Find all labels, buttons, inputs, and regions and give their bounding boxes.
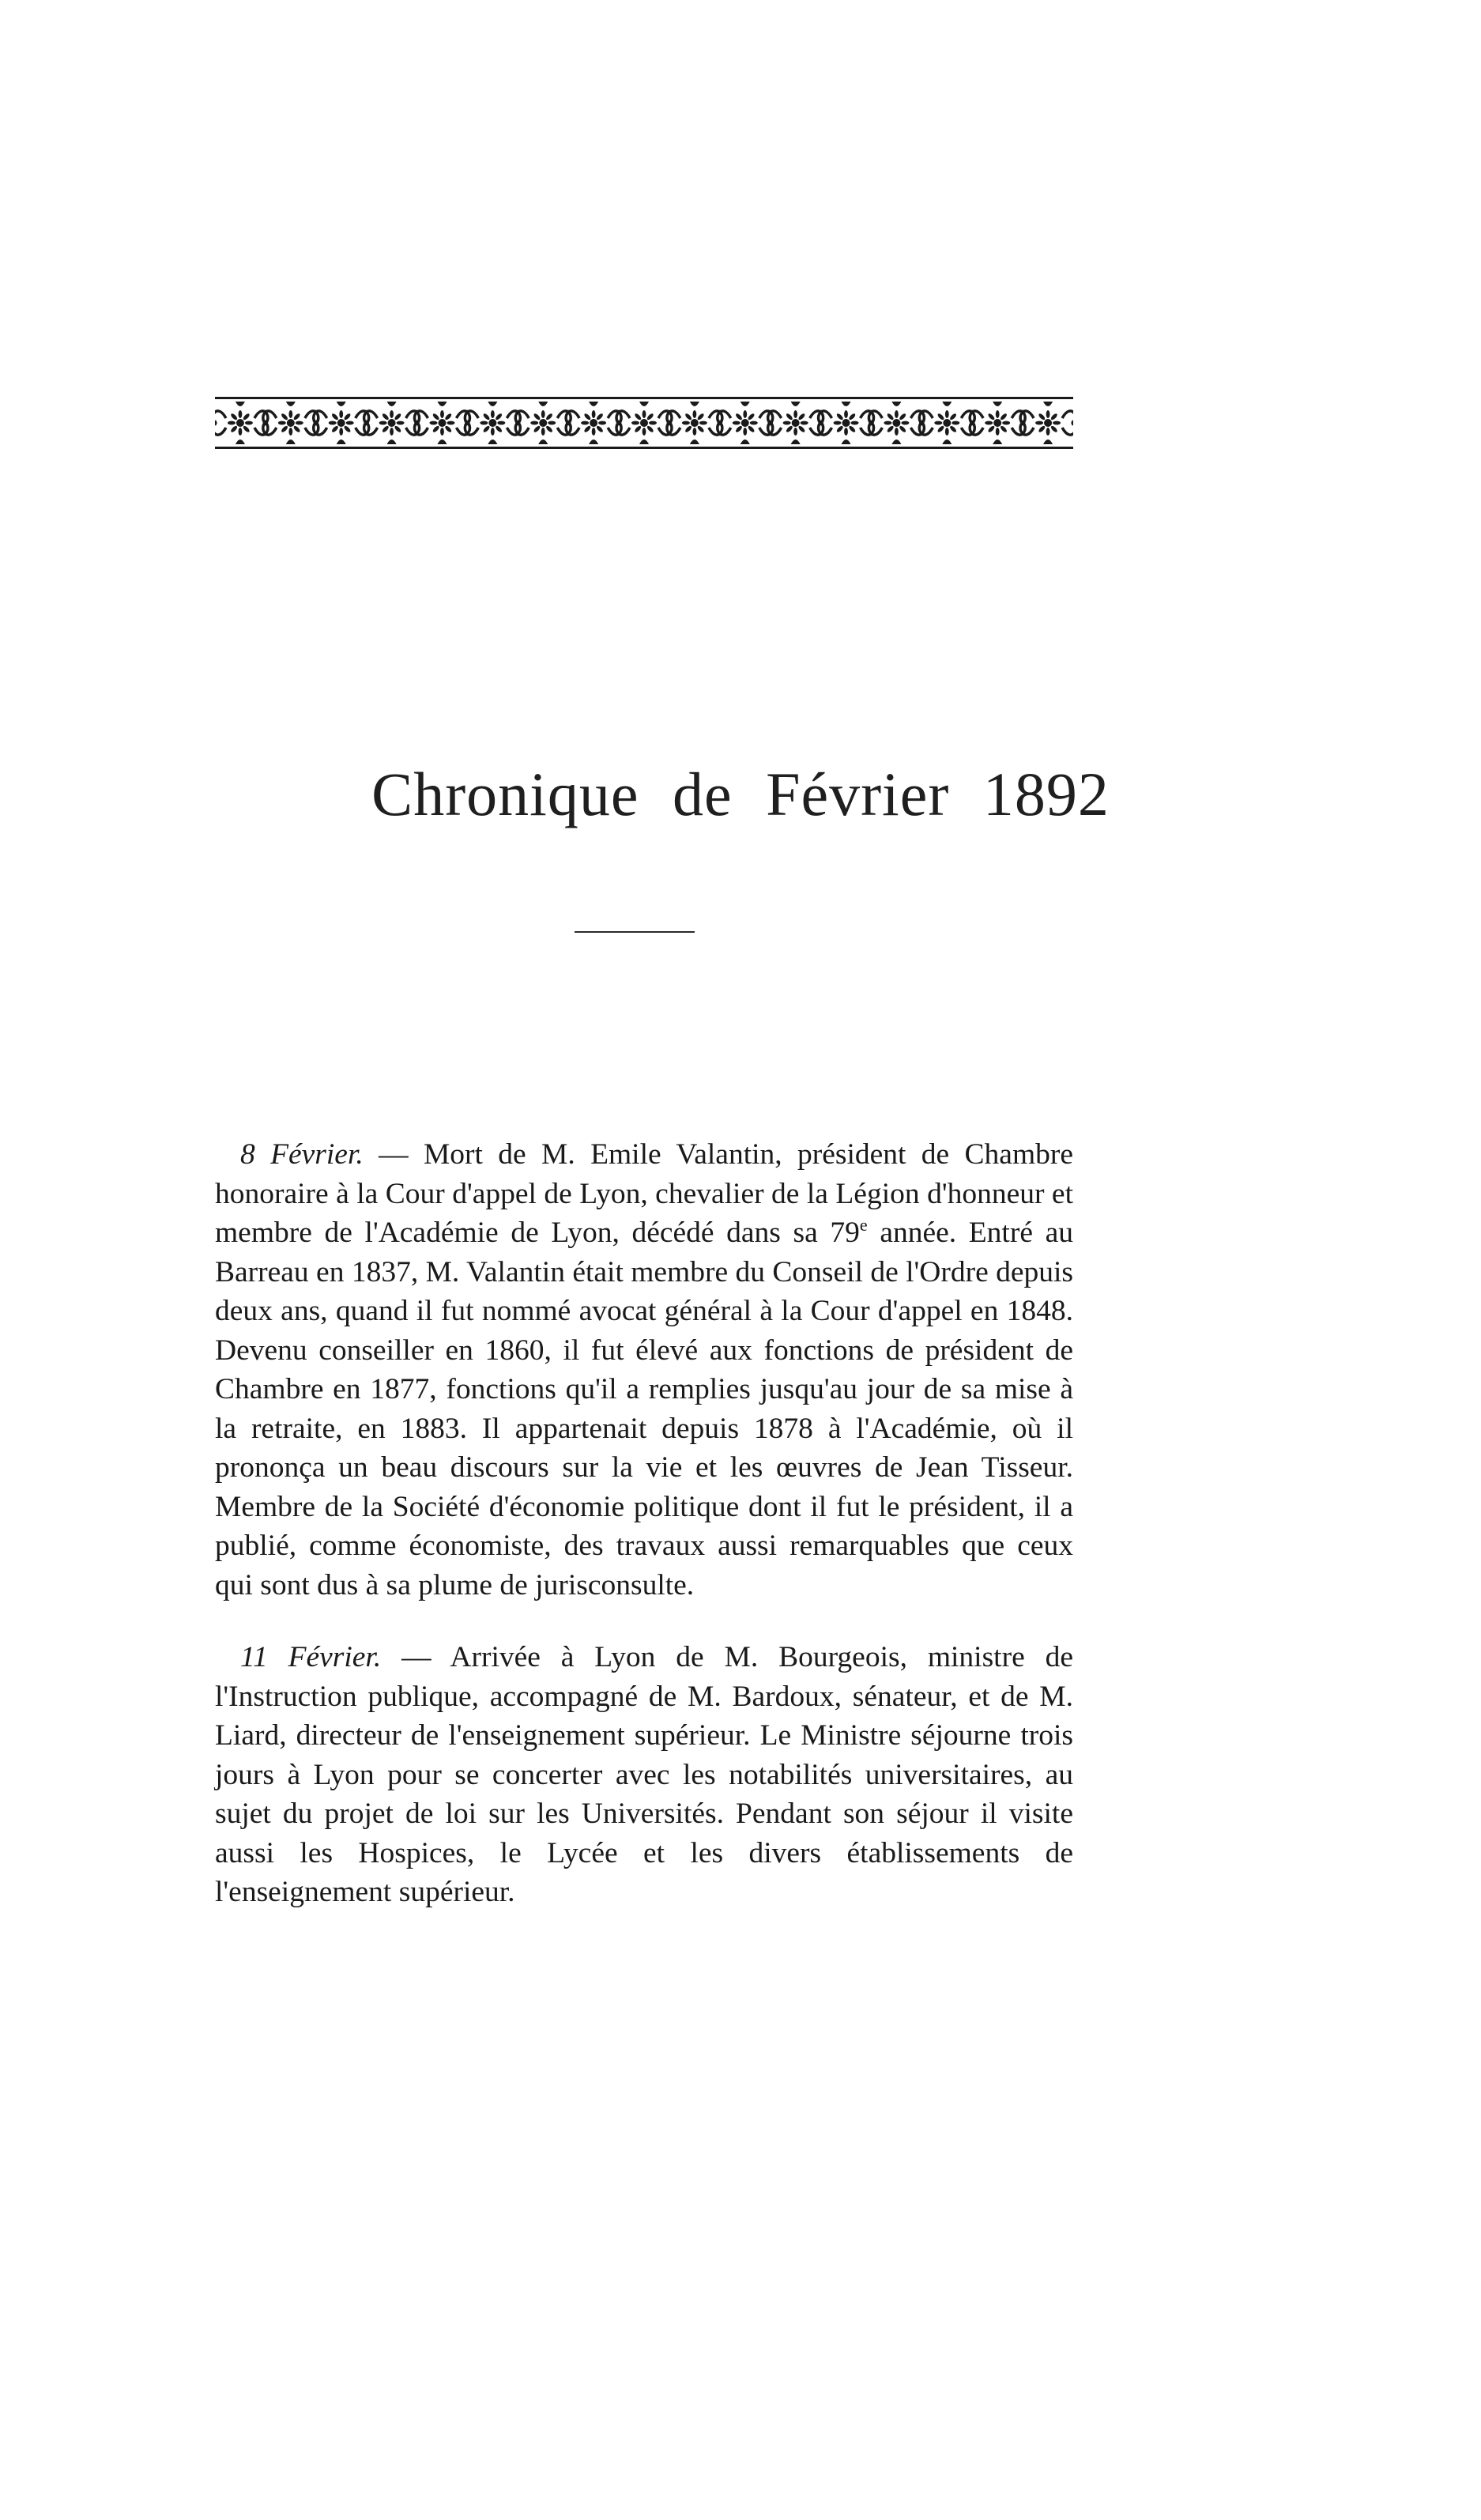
entry-8-fevrier bbox=[215, 1135, 1073, 1605]
ornament-svg bbox=[215, 395, 1073, 451]
entry-text: Arrivée à Lyon de M. Bourgeois, ministre de l'Instruction publique, accompagné de M. Bardoux, sénateur, et de M. Liard, directeur de l'enseignement supérieur. Le Ministre séjourne trois jours à Lyon pour se concerter avec les notabilités universitaires, au sujet du projet de loi sur les Universités. Pendant son séjour il visite aussi les Hospices, le Lycée et les divers établissements de l'enseignement supérieur. bbox=[215, 1641, 1073, 1908]
entry-text: Mort de M. Emile Valantin, président de Chambre honoraire à la Cour d'appel de Lyon, chevalier de la Légion d'honneur et membre de l'Académie de Lyon, décédé dans sa 79 bbox=[215, 1138, 1073, 1249]
title-divider bbox=[575, 931, 695, 933]
floral-border-ornament-icon bbox=[215, 395, 1073, 451]
entry-date: 8 Février. bbox=[240, 1138, 364, 1171]
ordinal-superscript: e bbox=[859, 1215, 868, 1235]
entry-dash: — bbox=[381, 1641, 450, 1673]
entry-11-fevrier bbox=[215, 1638, 1073, 1912]
entry-text-continued: année. Entré au Barreau en 1837, M. Valantin était membre du Conseil de l'Ordre depuis deux ans, quand il fut nommé avocat général à la Cour d'appel en 1848. Devenu conseiller en 1860, il fut élevé aux fonctions de président de Chambre en 1877, fonctions qu'il a remplies jusqu'au jour de sa mise à la retraite, en 1883. Il appartenait depuis 1878 à l'Académie, où il prononça un beau discours sur la vie et les œuvres de Jean Tisseur. Membre de la Société d'économie politique dont il fut le président, il a publié, comme économiste, des travaux aussi remarquables que ceux qui sont dus à sa plume de jurisconsulte. bbox=[215, 1217, 1073, 1601]
page-title: Chronique de Février 1892 bbox=[371, 760, 1110, 828]
chronicle-body bbox=[215, 1135, 1073, 1945]
entry-date: 11 Février. bbox=[240, 1641, 382, 1673]
entry-dash: — bbox=[363, 1138, 424, 1171]
